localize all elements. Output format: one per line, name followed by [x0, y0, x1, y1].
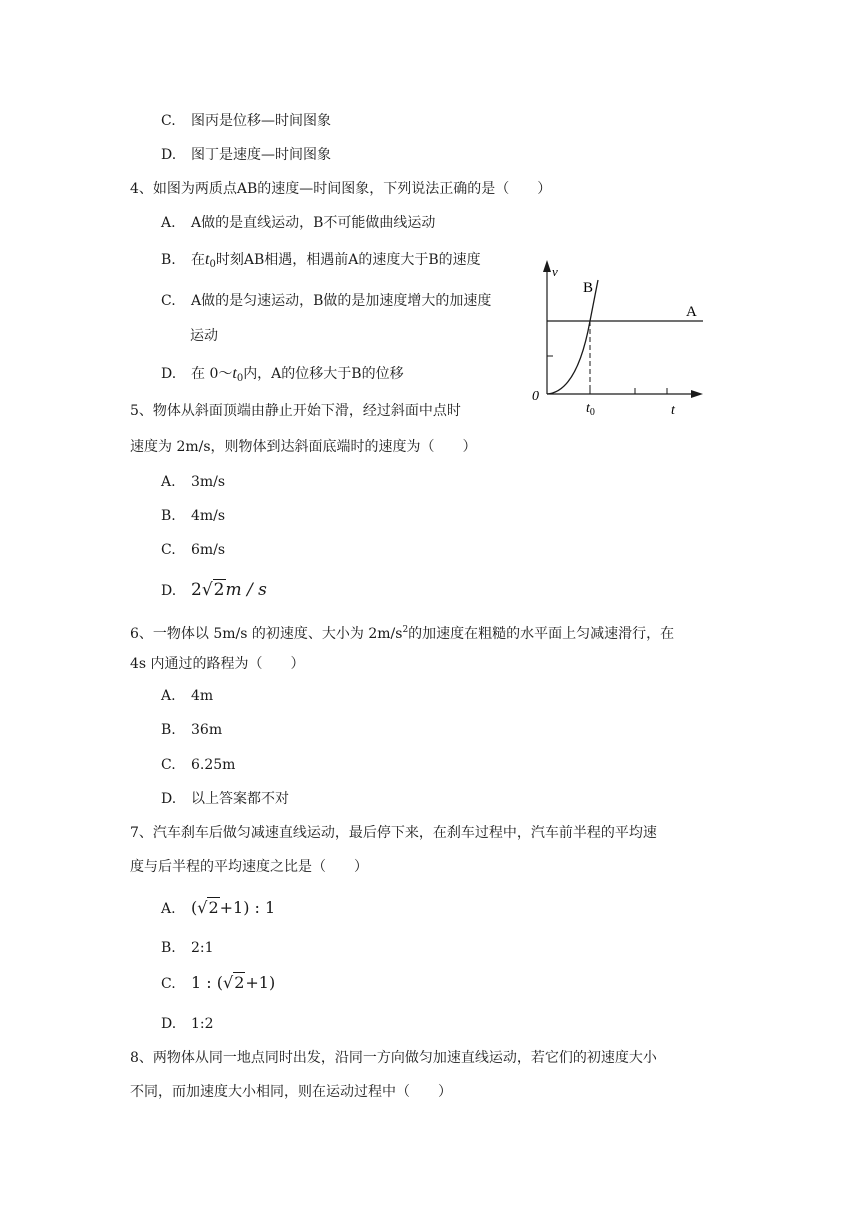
q6-stem-line1: 6、一物体以 5m/s 的初速度、大小为 $2m/s^2$的加速度在粗糙的水平面上匀减速滑行，在: [130, 625, 675, 642]
q4-option-b: B. 在$t_0$时刻AB相遇，相遇前A的速度大于B的速度: [161, 251, 481, 270]
q4-option-c: C. A做的是匀速运动，B做的是加速度增大的加速度: [161, 293, 492, 309]
q5-stem-line1: 5、物体从斜面顶端由静止开始下滑，经过斜面中点时: [130, 403, 461, 419]
q5-option-d: D. 2√2m / s: [161, 580, 267, 600]
q4-option-c-continued: 运动: [190, 328, 218, 344]
curve-b-label: B: [583, 280, 594, 296]
q7-option-c: C. 1 : (√2+1): [161, 973, 276, 992]
q5-option-c: C. 6m/s: [161, 542, 226, 558]
x-axis-label: t: [671, 403, 675, 418]
q7-option-d: D. 1:2: [161, 1016, 214, 1032]
q8-stem-line2: 不同，而加速度大小相同，则在运动过程中（ ）: [130, 1084, 452, 1100]
q6-option-b: B. 36m: [161, 722, 223, 738]
q4-option-d: D. 在 $0\sim t_0$内，A的位移大于B的位移: [161, 365, 404, 384]
q7-option-b: B. 2:1: [161, 940, 214, 956]
q3-option-c: C. 图丙是位移—时间图象: [161, 113, 331, 129]
y-axis-label: v: [552, 264, 558, 279]
y-axis-arrow: [543, 260, 551, 272]
t0-label: $t_0$: [586, 401, 595, 418]
origin-label: 0: [532, 389, 539, 404]
velocity-time-graph: [525, 250, 715, 420]
q4-option-a: A. A做的是直线运动，B不可能做曲线运动: [161, 215, 436, 231]
q6-option-a: A. 4m: [161, 688, 214, 704]
q6-stem-line2: 4s 内通过的路程为（ ）: [130, 656, 305, 672]
q5-option-b: B. 4m/s: [161, 508, 226, 524]
x-axis-arrow: [691, 390, 703, 398]
q6-option-d: D. 以上答案都不对: [161, 791, 289, 807]
q3-option-d: D. 图丁是速度—时间图象: [161, 147, 331, 163]
q5-stem-line2: 速度为 2m/s，则物体到达斜面底端时的速度为（ ）: [130, 439, 477, 455]
q7-stem-line1: 7、汽车刹车后做匀减速直线运动，最后停下来，在刹车过程中，汽车前半程的平均速: [130, 825, 657, 841]
q7-stem-line2: 度与后半程的平均速度之比是（ ）: [130, 859, 368, 875]
line-a-label: A: [686, 304, 697, 320]
q8-stem-line1: 8、两物体从同一地点同时出发，沿同一方向做匀加速直线运动，若它们的初速度大小: [130, 1050, 657, 1066]
q6-option-c: C. 6.25m: [161, 757, 236, 773]
q4-stem: 4、如图为两质点AB的速度—时间图象，下列说法正确的是（ ）: [130, 181, 552, 197]
q7-option-a: A. (√2+1) : 1: [161, 898, 276, 917]
q5-option-a: A. 3m/s: [161, 474, 226, 490]
